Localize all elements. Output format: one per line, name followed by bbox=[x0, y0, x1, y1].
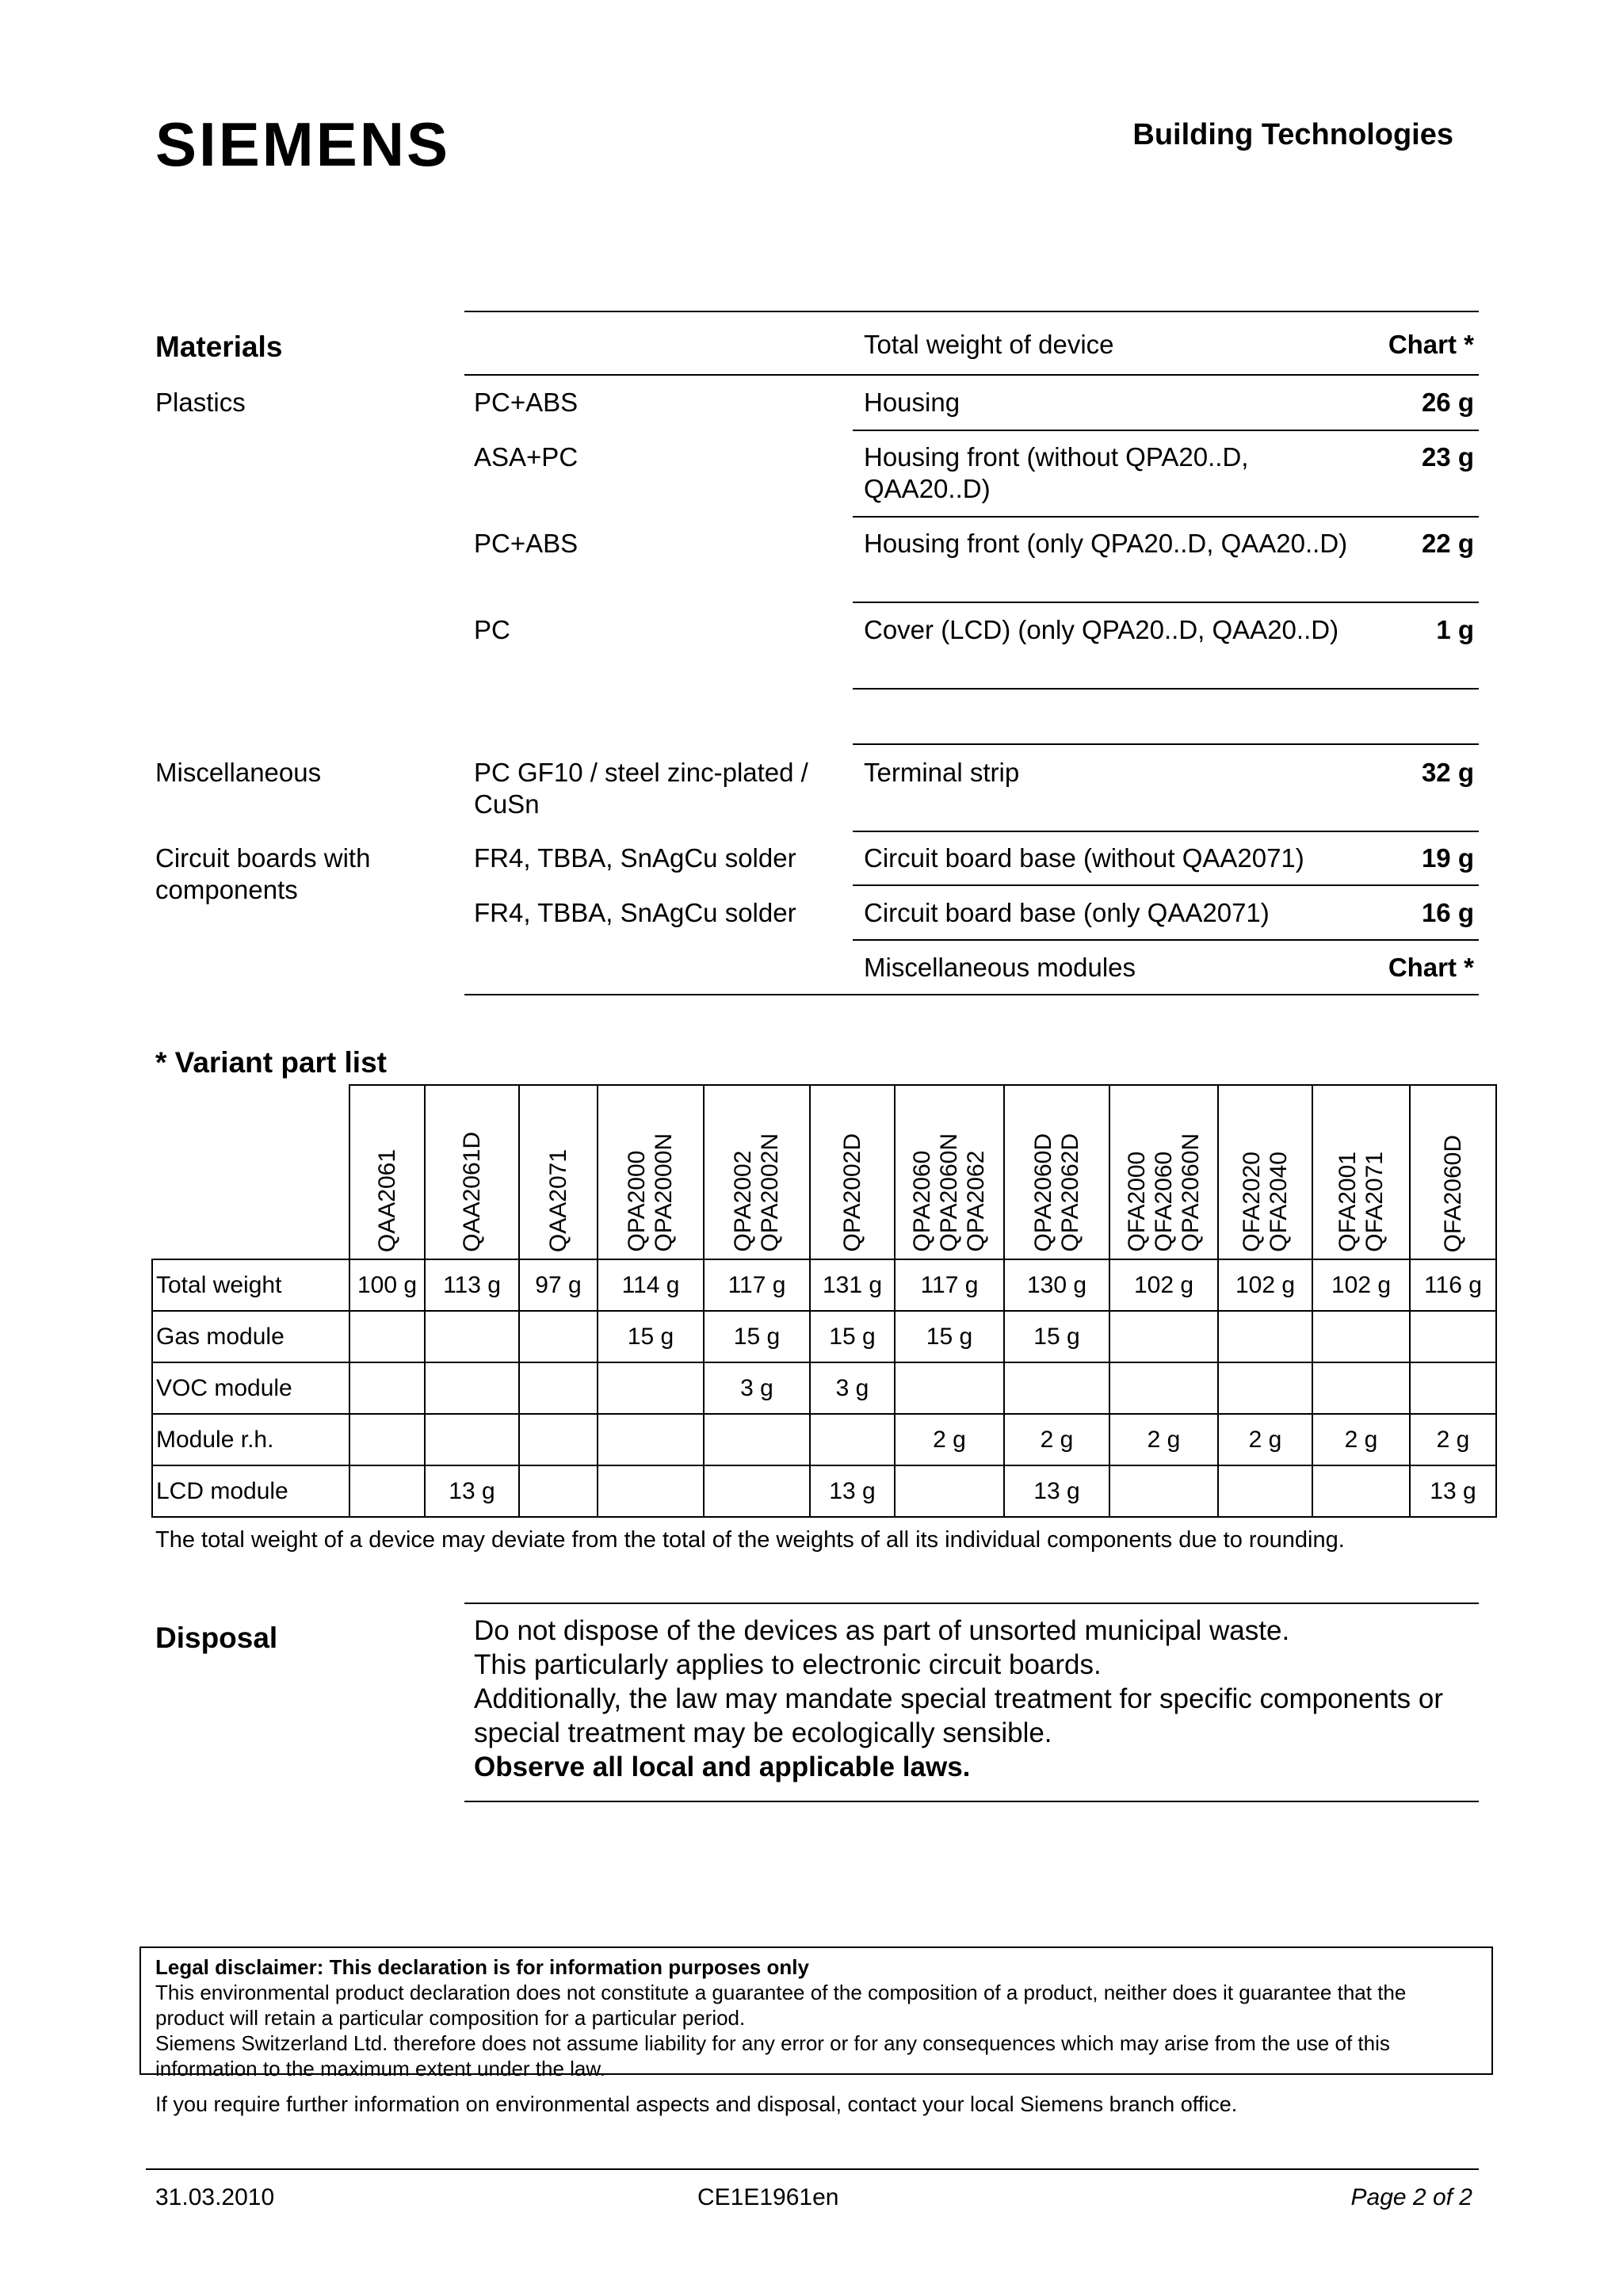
table-cell: 131 g bbox=[810, 1259, 895, 1311]
material-cell: ASA+PC bbox=[474, 442, 579, 472]
weight-cell: 23 g bbox=[1421, 442, 1474, 472]
table-cell: 102 g bbox=[1109, 1259, 1218, 1311]
table-cell bbox=[349, 1414, 425, 1465]
weight-cell: 19 g bbox=[1421, 843, 1474, 873]
legal-paragraph: This environmental product declaration does not constitute a guarantee of the composition of a product, neither does it guarantee that the product will retain a particular composition for a particular period. bbox=[155, 1981, 1407, 2030]
table-cell bbox=[519, 1414, 598, 1465]
weight-cell: 26 g bbox=[1421, 388, 1474, 417]
table-cell: 2 g bbox=[1312, 1414, 1410, 1465]
table-cell bbox=[704, 1465, 810, 1517]
row-label: LCD module bbox=[152, 1465, 349, 1517]
divider bbox=[464, 994, 1479, 995]
table-cell bbox=[1109, 1362, 1218, 1414]
footer-doc-id: CE1E1961en bbox=[697, 2184, 839, 2210]
disposal-line: Additionally, the law may mandate special treatment for specific components or special treatment may be ecologically sensible. bbox=[474, 1683, 1444, 1748]
column-header: QFA2020 QFA2040 bbox=[1218, 1085, 1312, 1259]
further-info: If you require further information on environmental aspects and disposal, contact your local Siemens branch office. bbox=[155, 2092, 1238, 2116]
table-cell bbox=[810, 1414, 895, 1465]
column-header: QFA2001 QFA2071 bbox=[1312, 1085, 1410, 1259]
table-cell bbox=[1218, 1311, 1312, 1362]
table-cell bbox=[1410, 1362, 1496, 1414]
footer-divider bbox=[146, 2168, 1479, 2170]
table-cell: 2 g bbox=[1109, 1414, 1218, 1465]
table-cell bbox=[425, 1311, 519, 1362]
table-cell bbox=[1218, 1465, 1312, 1517]
table-cell: 117 g bbox=[895, 1259, 1004, 1311]
column-header: QFA2060D bbox=[1410, 1085, 1496, 1259]
empty-corner bbox=[152, 1085, 349, 1259]
column-header: QPA2000 QPA2000N bbox=[598, 1085, 704, 1259]
disposal-text bbox=[474, 1614, 1504, 1784]
table-cell bbox=[704, 1414, 810, 1465]
table-cell bbox=[1109, 1311, 1218, 1362]
header-weight: Chart * bbox=[1388, 330, 1474, 359]
table-cell: 13 g bbox=[810, 1465, 895, 1517]
divider bbox=[464, 1801, 1479, 1802]
table-cell bbox=[425, 1362, 519, 1414]
circuit-label: Circuit boards with components bbox=[155, 843, 371, 904]
table-cell: 113 g bbox=[425, 1259, 519, 1311]
table-cell bbox=[349, 1311, 425, 1362]
component-cell: Circuit board base (only QAA2071) bbox=[864, 898, 1270, 927]
header-component: Total weight of device bbox=[864, 330, 1114, 359]
table-cell: 2 g bbox=[1410, 1414, 1496, 1465]
table-cell bbox=[425, 1414, 519, 1465]
row-label: VOC module bbox=[152, 1362, 349, 1414]
material-cell: FR4, TBBA, SnAgCu solder bbox=[474, 898, 796, 927]
disposal-emphasis: Observe all local and applicable laws. bbox=[474, 1752, 971, 1782]
table-cell: 117 g bbox=[704, 1259, 810, 1311]
table-cell: 130 g bbox=[1004, 1259, 1109, 1311]
table-row bbox=[152, 1311, 1496, 1362]
divider bbox=[853, 939, 1479, 941]
column-header: QAA2061 bbox=[349, 1085, 425, 1259]
table-cell: 15 g bbox=[895, 1311, 1004, 1362]
component-cell: Housing front (only QPA20..D, QAA20..D) bbox=[864, 529, 1348, 558]
disposal-title: Disposal bbox=[155, 1622, 278, 1654]
column-header: QAA2071 bbox=[519, 1085, 598, 1259]
table-cell bbox=[598, 1414, 704, 1465]
table-cell bbox=[519, 1465, 598, 1517]
disposal-line: This particularly applies to electronic circuit boards. bbox=[474, 1649, 1102, 1680]
disposal-line: Do not dispose of the devices as part of unsorted municipal waste. bbox=[474, 1615, 1290, 1646]
divider bbox=[464, 374, 1479, 376]
divider bbox=[853, 516, 1479, 518]
table-cell bbox=[1410, 1311, 1496, 1362]
table-cell: 116 g bbox=[1410, 1259, 1496, 1311]
table-cell: 15 g bbox=[598, 1311, 704, 1362]
weight-cell: 16 g bbox=[1421, 898, 1474, 927]
component-cell: Housing front (without QPA20..D, QAA20..D) bbox=[864, 442, 1249, 503]
table-cell: 2 g bbox=[895, 1414, 1004, 1465]
footer-date: 31.03.2010 bbox=[155, 2184, 275, 2210]
column-header: QPA2060 QPA2060N QPA2062 bbox=[895, 1085, 1004, 1259]
table-cell: 114 g bbox=[598, 1259, 704, 1311]
legal-disclaimer-box bbox=[139, 1946, 1493, 2080]
column-header: QAA2061D bbox=[425, 1085, 519, 1259]
table-cell bbox=[349, 1465, 425, 1517]
table-cell: 102 g bbox=[1312, 1259, 1410, 1311]
divider bbox=[464, 1603, 1479, 1604]
row-label: Gas module bbox=[152, 1311, 349, 1362]
material-cell: PC+ABS bbox=[474, 388, 579, 417]
table-cell bbox=[519, 1311, 598, 1362]
table-cell: 3 g bbox=[810, 1362, 895, 1414]
table-cell: 3 g bbox=[704, 1362, 810, 1414]
table-cell bbox=[895, 1362, 1004, 1414]
component-cell: Terminal strip bbox=[864, 758, 1020, 787]
material-cell: PC bbox=[474, 615, 510, 644]
table-row bbox=[152, 1259, 1496, 1311]
weight-cell: Chart * bbox=[1388, 953, 1474, 982]
table-cell bbox=[349, 1362, 425, 1414]
table-cell bbox=[1218, 1362, 1312, 1414]
component-cell: Circuit board base (without QAA2071) bbox=[864, 843, 1304, 873]
table-cell: 2 g bbox=[1218, 1414, 1312, 1465]
divider bbox=[853, 884, 1479, 886]
material-cell: PC GF10 / steel zinc-plated / CuSn bbox=[474, 758, 808, 819]
table-cell: 15 g bbox=[704, 1311, 810, 1362]
component-cell: Miscellaneous modules bbox=[864, 953, 1136, 982]
siemens-logo: SIEMENS bbox=[155, 109, 451, 179]
table-cell: 2 g bbox=[1004, 1414, 1109, 1465]
table-cell: 13 g bbox=[1004, 1465, 1109, 1517]
plastics-label: Plastics bbox=[155, 388, 246, 417]
table-cell: 13 g bbox=[425, 1465, 519, 1517]
row-label: Total weight bbox=[152, 1259, 349, 1311]
table-cell bbox=[1004, 1362, 1109, 1414]
table-cell: 15 g bbox=[810, 1311, 895, 1362]
division-title: Building Technologies bbox=[1132, 118, 1453, 151]
divider bbox=[853, 602, 1479, 603]
variant-table bbox=[151, 1084, 1497, 1518]
table-row bbox=[152, 1465, 1496, 1517]
row-label: Module r.h. bbox=[152, 1414, 349, 1465]
misc-label: Miscellaneous bbox=[155, 758, 322, 787]
column-header: QPA2060D QPA2062D bbox=[1004, 1085, 1109, 1259]
column-header: QPA2002 QPA2002N bbox=[704, 1085, 810, 1259]
table-cell bbox=[598, 1362, 704, 1414]
weight-cell: 1 g bbox=[1436, 615, 1474, 644]
weight-cell: 22 g bbox=[1421, 529, 1474, 558]
divider bbox=[853, 831, 1479, 832]
table-cell bbox=[1312, 1311, 1410, 1362]
table-cell bbox=[1312, 1362, 1410, 1414]
table-cell: 100 g bbox=[349, 1259, 425, 1311]
table-cell bbox=[895, 1465, 1004, 1517]
footer-page-number: Page 2 of 2 bbox=[1350, 2184, 1472, 2210]
legal-title: Legal disclaimer: This declaration is for information purposes only bbox=[155, 1955, 809, 1979]
table-cell: 15 g bbox=[1004, 1311, 1109, 1362]
material-cell: PC+ABS bbox=[474, 529, 579, 558]
materials-title: Materials bbox=[155, 330, 283, 363]
divider bbox=[853, 688, 1479, 690]
divider bbox=[464, 311, 1479, 312]
rounding-note: The total weight of a device may deviate from the total of the weights of all its individual components due to rounding. bbox=[155, 1527, 1345, 1553]
table-row bbox=[152, 1362, 1496, 1414]
column-header: QPA2002D bbox=[810, 1085, 895, 1259]
table-cell bbox=[519, 1362, 598, 1414]
column-header: QFA2000 QFA2060 QPA2060N bbox=[1109, 1085, 1218, 1259]
material-cell: FR4, TBBA, SnAgCu solder bbox=[474, 843, 796, 873]
component-cell: Cover (LCD) (only QPA20..D, QAA20..D) bbox=[864, 615, 1339, 644]
table-cell bbox=[1109, 1465, 1218, 1517]
table-cell: 97 g bbox=[519, 1259, 598, 1311]
component-cell: Housing bbox=[864, 388, 960, 417]
table-cell bbox=[598, 1465, 704, 1517]
divider bbox=[853, 430, 1479, 431]
table-cell: 13 g bbox=[1410, 1465, 1496, 1517]
legal-paragraph: Siemens Switzerland Ltd. therefore does not assume liability for any error or for any consequences which may arise from the use of this information to the maximum extent under the law. bbox=[155, 2031, 1390, 2080]
table-cell bbox=[1312, 1465, 1410, 1517]
table-row bbox=[152, 1414, 1496, 1465]
weight-cell: 32 g bbox=[1421, 758, 1474, 787]
divider bbox=[853, 743, 1479, 745]
table-cell: 102 g bbox=[1218, 1259, 1312, 1311]
variant-title: * Variant part list bbox=[155, 1046, 387, 1079]
